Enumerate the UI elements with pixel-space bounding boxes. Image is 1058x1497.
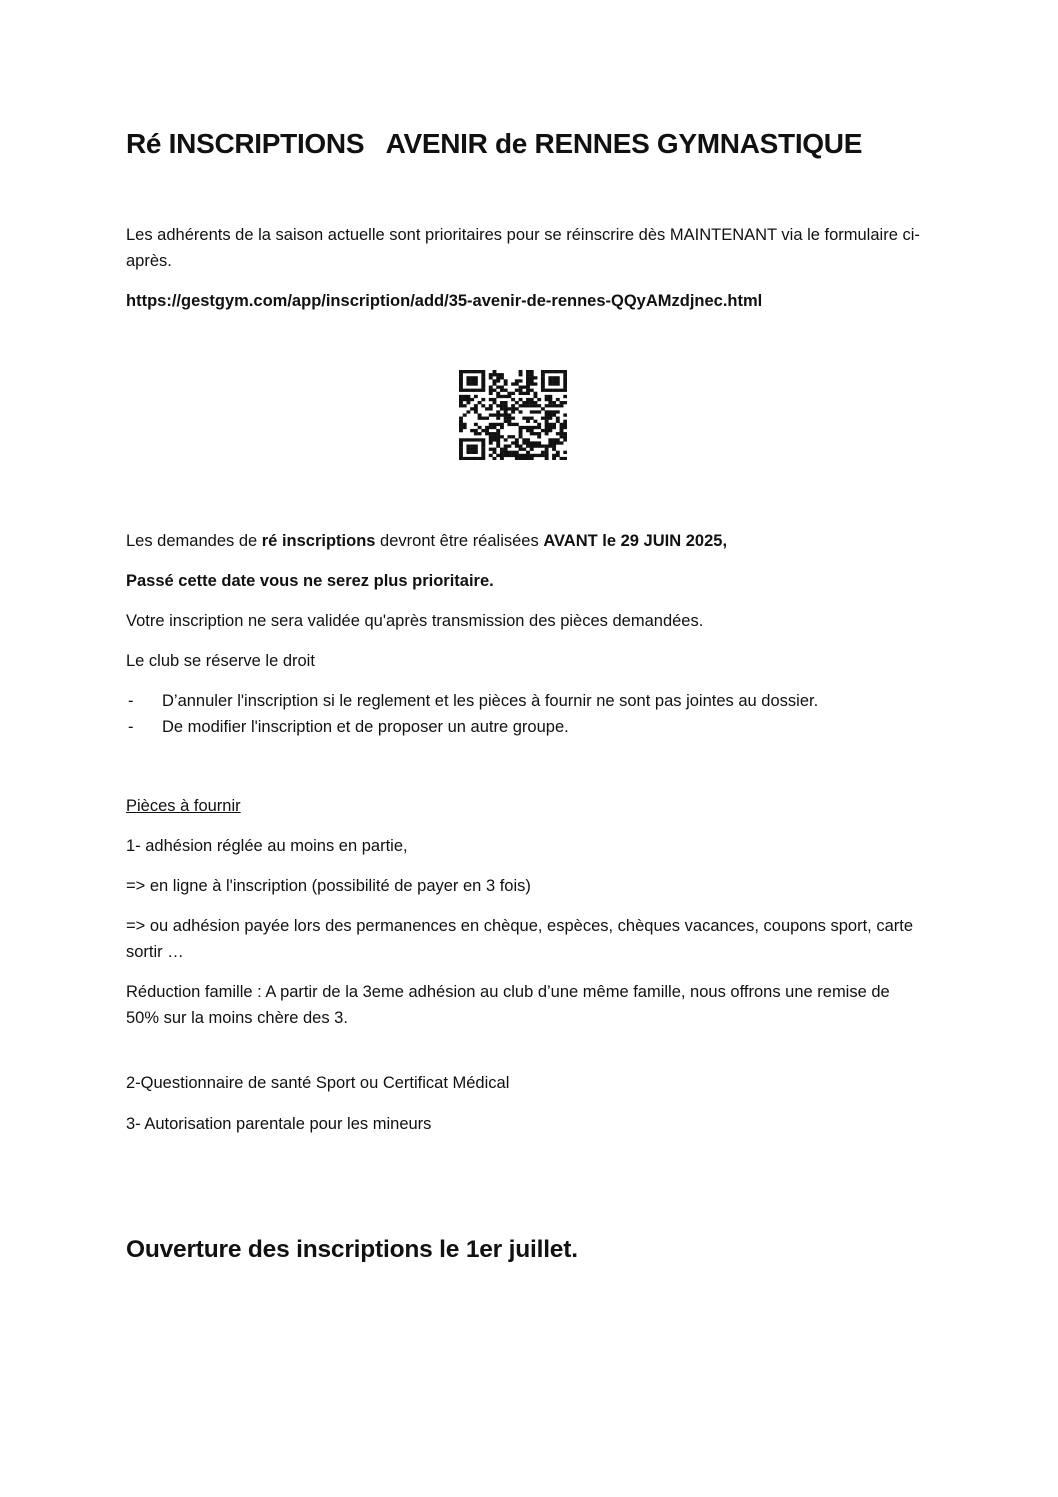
documents-heading: Pièces à fournir [126, 797, 241, 815]
deadline-part2: ré inscriptions [261, 532, 376, 550]
deadline-part1: Les demandes de [126, 532, 262, 550]
deadline-part3: devront être réalisées [375, 532, 544, 550]
deadline-date: AVANT le 29 JUIN 2025, [543, 532, 728, 550]
list-item-text: D’annuler l'inscription si le reglement et les pièces à fournir ne sont pas jointes au dossier. [162, 692, 819, 710]
bullet-dash: - [128, 692, 134, 710]
opening-announcement: Ouverture des inscriptions le 1er juillet. [126, 1236, 578, 1263]
club-rights-intro: Le club se réserve le droit [126, 652, 315, 670]
family-discount: Réduction famille : A partir de la 3eme adhésion au club d’une même famille, nous offrons une remise de 50% sur la moins chère des 3. [126, 983, 890, 1027]
list-item-text: De modifier l'inscription et de proposer un autre groupe. [162, 718, 569, 736]
validation-note: Votre inscription ne sera validée qu'après transmission des pièces demandées. [126, 612, 704, 630]
registration-link[interactable]: https://gestgym.com/app/inscription/add/35-avenir-de-rennes-QQyAMzdjnec.html [126, 292, 763, 310]
deadline-text [126, 528, 926, 554]
bullet-dash: - [128, 718, 134, 736]
document-item-1-permanence: => ou adhésion payée lors des permanences en chèque, espèces, chèques vacances, coupons sport, carte sortir … [126, 917, 914, 961]
document-item-2: 2-Questionnaire de santé Sport ou Certificat Médical [126, 1074, 510, 1092]
document-item-1: 1- adhésion réglée au moins en partie, [126, 837, 408, 855]
page-title: Ré INSCRIPTIONS AVENIR de RENNES GYMNASTIQUE [126, 128, 863, 159]
club-rights-list [126, 688, 818, 740]
document-item-3: 3- Autorisation parentale pour les mineurs [126, 1115, 432, 1133]
priority-note: Passé cette date vous ne serez plus prioritaire. [126, 572, 494, 590]
qr-code-icon[interactable] [459, 370, 567, 460]
list-item [126, 714, 818, 740]
document-item-1-online: => en ligne à l'inscription (possibilité de payer en 3 fois) [126, 877, 531, 895]
intro-text: Les adhérents de la saison actuelle sont prioritaires pour se réinscrire dès MAINTENANT via le formulaire ci-après. [126, 226, 920, 270]
list-item [126, 688, 818, 714]
